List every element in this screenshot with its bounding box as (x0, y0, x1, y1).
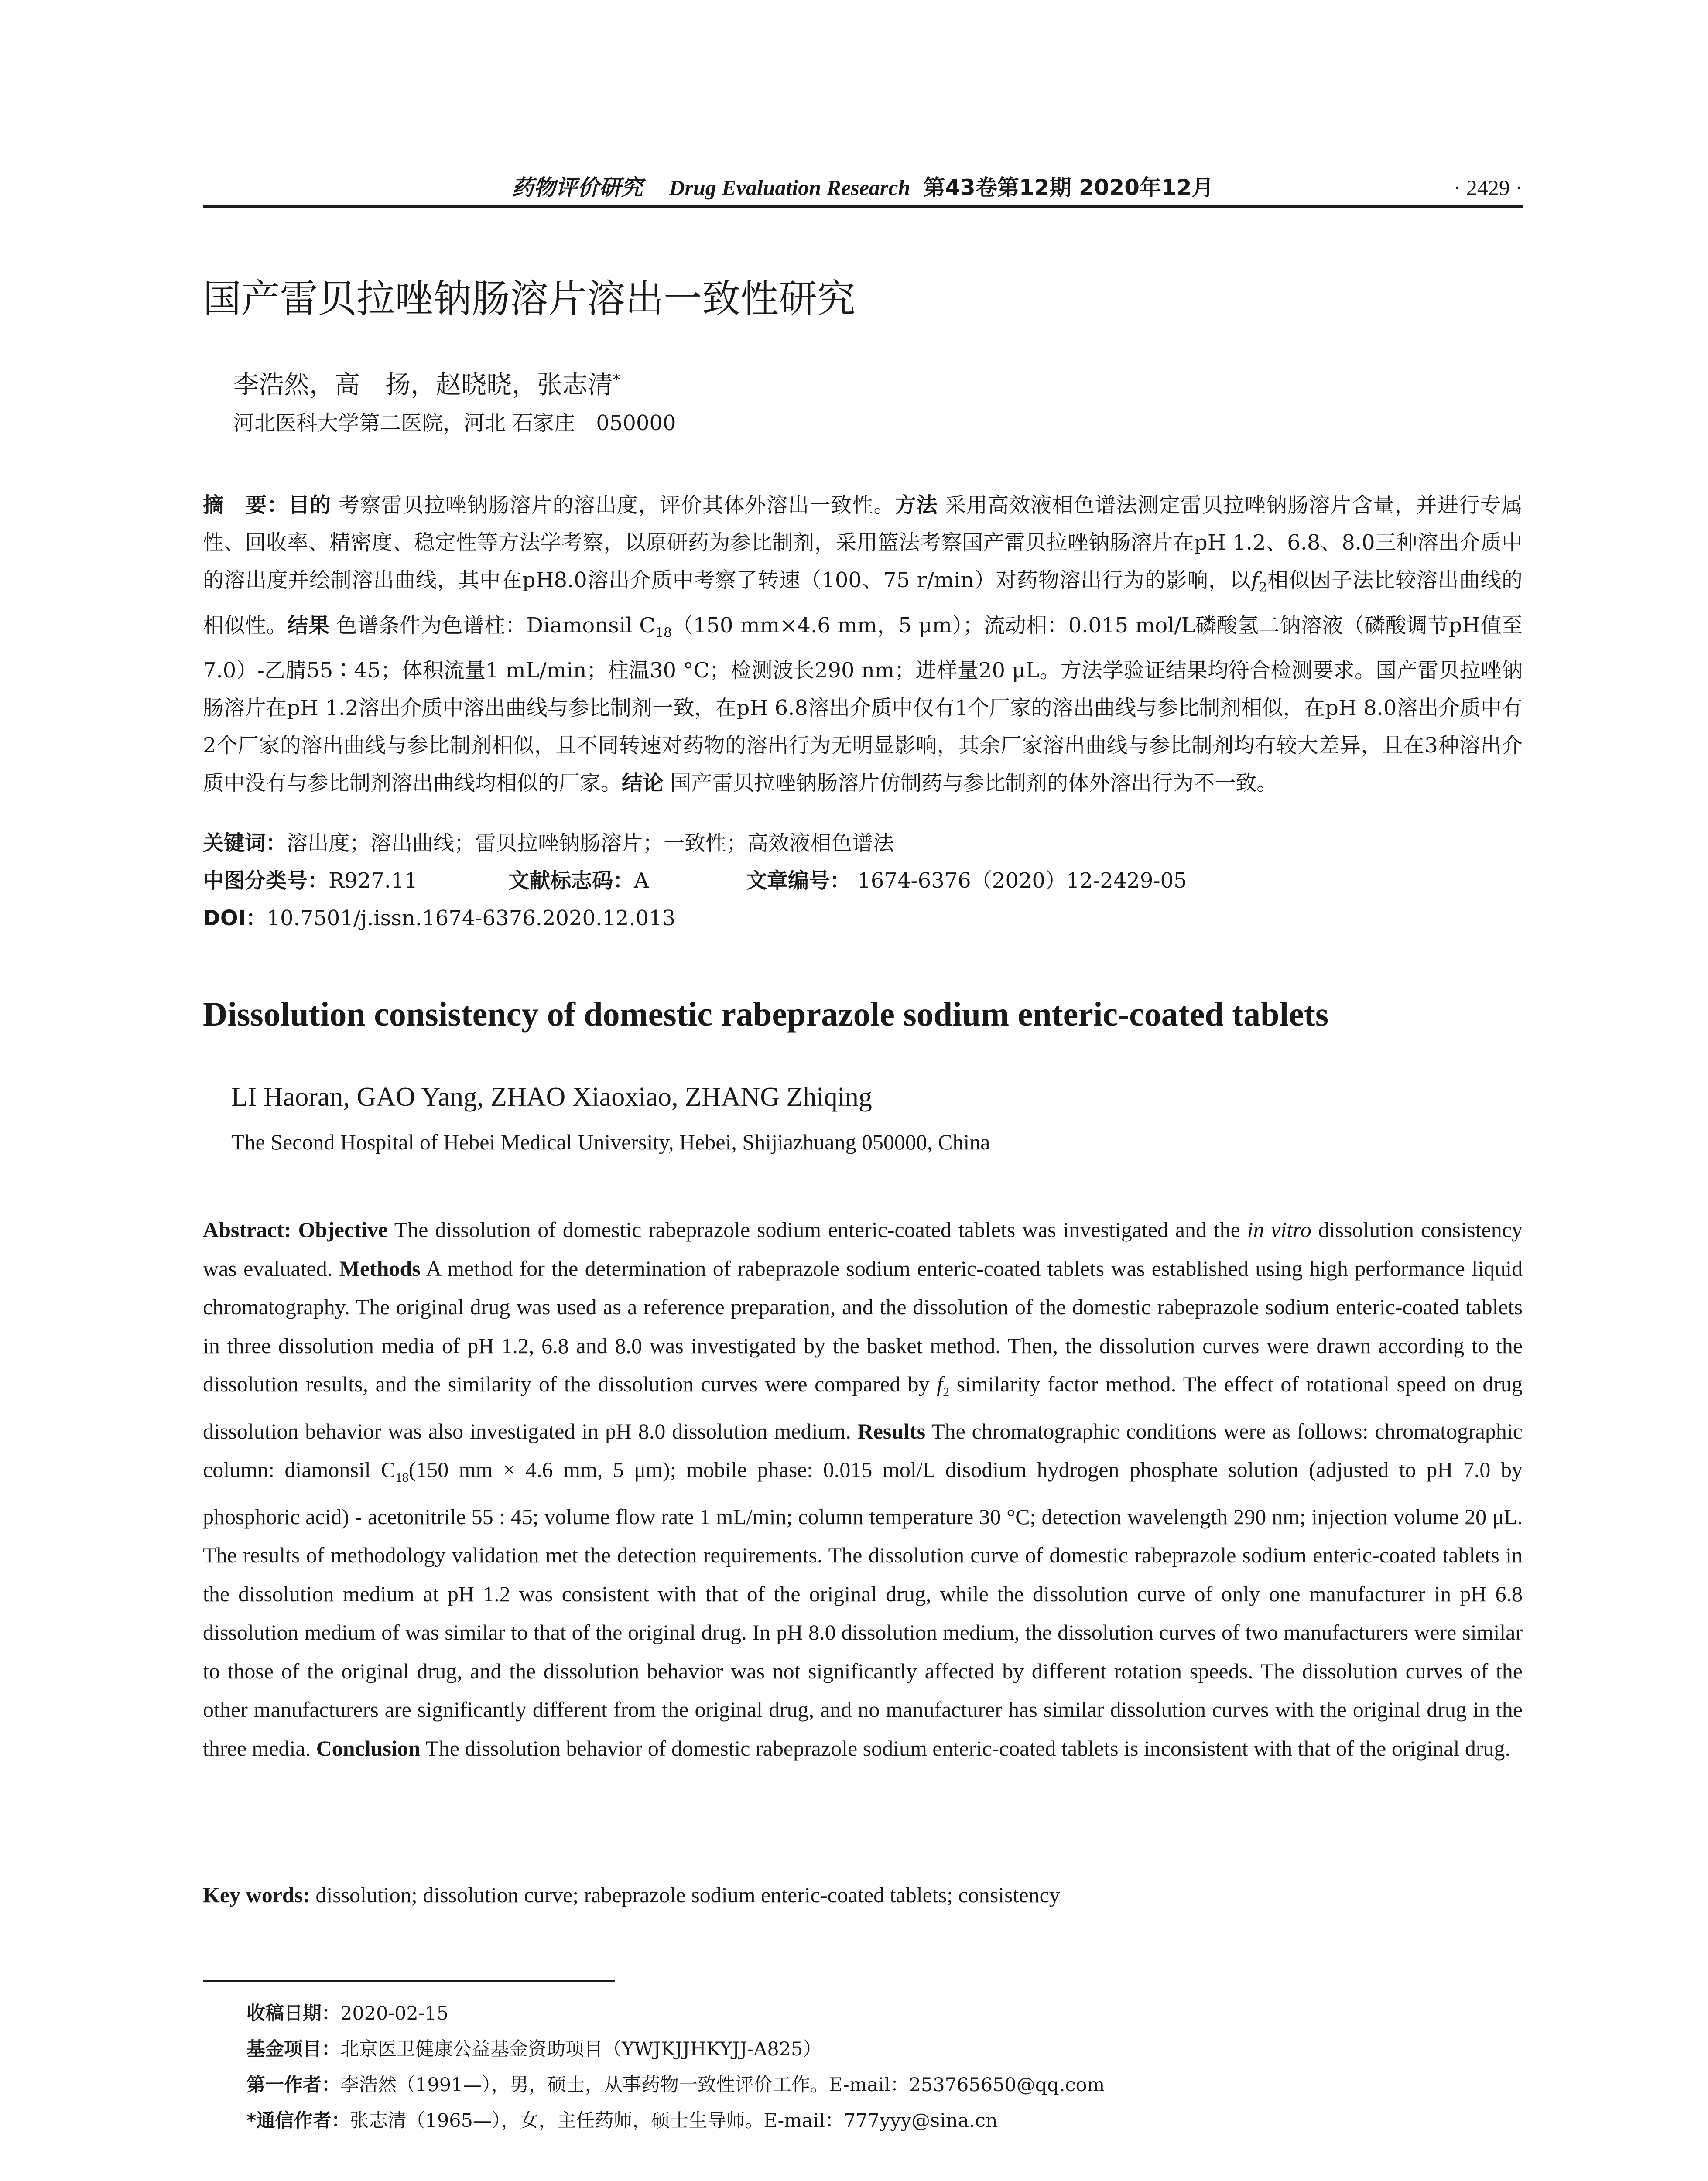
footnote-first-author (246, 2067, 1512, 2103)
cn-objective-label: 目的 (288, 493, 332, 517)
first-author-label: 第一作者： (246, 2074, 340, 2096)
cn-keywords (203, 824, 1523, 862)
running-header (203, 170, 1523, 205)
en-f-subscript: 2 (943, 1385, 950, 1399)
clc-item (203, 862, 508, 899)
cn-methods-label: 方法 (895, 493, 938, 517)
fund-value: 北京医卫健康公益基金资助项目（YWJKJJHKYJJ-A825） (340, 2038, 822, 2060)
en-results-text-a: The chromatographic conditions were as follows: chromatographic column: diamonsil C (203, 1419, 1523, 1482)
cn-title: 国产雷贝拉唑钠肠溶片溶出一致性研究 (203, 276, 856, 321)
en-keywords (203, 1876, 1523, 1914)
en-abstract (203, 1210, 1523, 1767)
en-c18-subscript: 18 (395, 1470, 409, 1485)
cn-results-text-b: （150 mm×4.6 mm，5 μm）；流动相：0.015 mol/L磷酸氢二钠溶液（磷酸调节pH值至7.0）-乙腈55∶45；体积流量1 mL/min；柱温30 °C；检测波长290 nm；进样量20 μL。方法学验证结果均符合检测要求。国产雷贝拉唑钠肠溶片在pH 1.2溶出介质中溶出曲线与参比制剂一致，在pH 6.8溶出介质中仅有1个厂家的溶出曲线与参比制剂相似，在pH 8.0溶出介质中有2个厂家的溶出曲线与参比制剂相似，且不同转速对药物的溶出行为无明显影响，其余厂家溶出曲线与参比制剂均有较大差异，且在3种溶出介质中没有与参比制剂溶出曲线均相似的厂家。 (203, 613, 1523, 796)
en-title: Dissolution consistency of domestic rabeprazole sodium enteric-coated tablets (203, 995, 1329, 1033)
header-rule (203, 205, 1523, 208)
journal-issue: 第43卷第12期 2020年12月 (923, 175, 1214, 200)
doc-code-value: A (634, 868, 649, 893)
footnotes (246, 1996, 1512, 2139)
corresponding-value: 张志清（1965—），女，主任药师，硕士生导师。E-mail：777yyy@sina.cn (350, 2110, 998, 2132)
en-methods-text-b: similarity factor method. The effect of rotational speed on drug dissolution behavior was also investigated in pH 8.0 dissolution medium. (203, 1372, 1523, 1443)
en-methods-label: Methods (339, 1256, 421, 1281)
fund-label: 基金项目： (246, 2038, 340, 2060)
doi-label: DOI： (203, 906, 267, 930)
cn-f-symbol: f (1251, 568, 1259, 592)
cn-results-text-a: 色谱条件为色谱柱：Diamonsil C (336, 613, 655, 638)
journal-name: Drug Evaluation Research (669, 175, 910, 200)
doi-value[interactable]: 10.7501/j.issn.1674-6376.2020.12.013 (267, 906, 676, 930)
corresponding-label: *通信作者： (246, 2110, 350, 2132)
header-center (203, 170, 1523, 205)
footnote-rule (203, 1980, 615, 1982)
en-in-vitro: in vitro (1247, 1217, 1311, 1242)
cn-methods-text-a: 采用高效液相色谱法测定雷贝拉唑钠肠溶片含量，并进行专属性、回收率、精密度、稳定性等方法学考察，以原研药为参比制剂，采用篮法考察国产雷贝拉唑钠肠溶片在pH 1.2、6.8、8.0三种溶出介质中的溶出度并绘制溶出曲线，其中在pH8.0溶出介质中考察了转速（100、75 r/min）对药物溶出行为的影响，以 (203, 493, 1523, 592)
doc-code-label: 文献标志码： (508, 868, 634, 893)
en-objective-label: Objective (298, 1217, 388, 1242)
cn-keywords-label: 关键词： (203, 831, 287, 855)
received-label: 收稿日期： (246, 2003, 340, 2024)
cn-objective-text: 考察雷贝拉唑钠肠溶片的溶出度，评价其体外溶出一致性。 (338, 493, 895, 517)
en-affiliation: The Second Hospital of Hebei Medical University, Hebei, Shijiazhuang 050000, China (231, 1130, 990, 1154)
cn-abstract-label: 摘 要： (203, 493, 289, 517)
en-results-label: Results (857, 1419, 926, 1443)
article-no-item (746, 862, 1187, 899)
footnote-received (246, 1996, 1512, 2031)
cn-abstract (203, 486, 1523, 802)
en-abstract-label: Abstract: (203, 1217, 291, 1242)
cn-conclusion-label: 结论 (622, 771, 664, 796)
clc-value: R927.11 (329, 868, 418, 893)
footnote-fund (246, 2031, 1512, 2067)
cn-f-subscript: 2 (1259, 580, 1267, 595)
cn-keywords-text: 溶出度；溶出曲线；雷贝拉唑钠肠溶片；一致性；高效液相色谱法 (287, 831, 894, 855)
received-value: 2020-02-15 (340, 2003, 448, 2024)
cn-authors (233, 362, 1455, 402)
en-methods-text-a: A method for the determination of rabeprazole sodium enteric-coated tablets was established using high performance liquid chromatography. The original drug was used as a reference preparation, and the dissolution of the domestic rabeprazole sodium enteric-coated tablets in three dissolution media of pH 1.2, 6.8 and 8.0 was investigated by the basket method. Then, the dissolution curves were drawn according to the dissolution results, and the similarity of the dissolution curves were compared by (203, 1256, 1523, 1396)
cn-author-list: 李浩然，高 扬，赵晓晓，张志清 (233, 369, 613, 400)
journal-logo: 药物评价研究 (512, 174, 643, 200)
cn-conclusion-text: 国产雷贝拉唑钠肠溶片仿制药与参比制剂的体外溶出行为不一致。 (670, 771, 1278, 796)
footnote-corresponding (246, 2103, 1512, 2139)
en-objective-text-a: The dissolution of domestic rabeprazole sodium enteric-coated tablets was investigated and the (394, 1217, 1240, 1242)
en-conclusion-text: The dissolution behavior of domestic rabeprazole sodium enteric-coated tablets is inconsistent with that of the original drug. (425, 1736, 1511, 1761)
en-objective-text-b: dissolution consistency was evaluated. (203, 1217, 1523, 1281)
clc-label: 中图分类号： (203, 868, 329, 893)
cn-affiliation: 河北医科大学第二医院，河北 石家庄 050000 (233, 411, 676, 435)
page-number: · 2429 · (1453, 175, 1523, 200)
article-no-label: 文章编号： (746, 868, 851, 893)
corresponding-mark: * (613, 371, 620, 388)
cn-classification (203, 862, 1523, 899)
cn-doi (203, 899, 1523, 937)
en-keywords-label: Key words: (203, 1883, 310, 1907)
en-authors: LI Haoran, GAO Yang, ZHAO Xiaoxiao, ZHANG Zhiqing (231, 1082, 872, 1112)
cn-results-label: 结果 (287, 613, 330, 638)
cn-methods-text-b: 相似因子法比较溶出曲线的相似性。 (203, 568, 1523, 638)
article-no-value: 1674-6376（2020）12-2429-05 (857, 868, 1187, 893)
en-conclusion-label: Conclusion (316, 1736, 421, 1761)
en-keywords-text: dissolution; dissolution curve; rabeprazole sodium enteric-coated tablets; consistency (315, 1883, 1060, 1907)
first-author-value: 李浩然（1991—），男，硕士，从事药物一致性评价工作。E-mail：253765650@qq.com (340, 2074, 1105, 2096)
doc-code-item (508, 862, 746, 899)
cn-c18-subscript: 18 (655, 625, 672, 641)
en-results-text-b: (150 mm × 4.6 mm, 5 μm); mobile phase: 0.015 mol/L disodium hydrogen phosphate solution (adjusted to pH 7.0 by phosphoric acid) - acetonitrile 55 : 45; volume flow rate 1 mL/min; column temperature 30 °C; detection wavelength 290 nm; injection volume 20 μL. The results of methodology validation met the detection requirements. The dissolution curve of domestic rabeprazole sodium enteric-coated tablets in the dissolution medium at pH 1.2 was consistent with that of the original drug, while the dissolution curve of only one manufacturer in pH 6.8 dissolution medium of was similar to that of the original drug. In pH 8.0 dissolution medium, the dissolution curves of two manufacturers were similar to those of the original drug, and the dissolution behavior was not significantly affected by different rotation speeds. The dissolution curves of the other manufacturers are significantly different from the original drug, and no manufacturer has similar dissolution curves with the original drug in the three media. (203, 1457, 1523, 1761)
en-f-symbol: f (937, 1372, 943, 1396)
